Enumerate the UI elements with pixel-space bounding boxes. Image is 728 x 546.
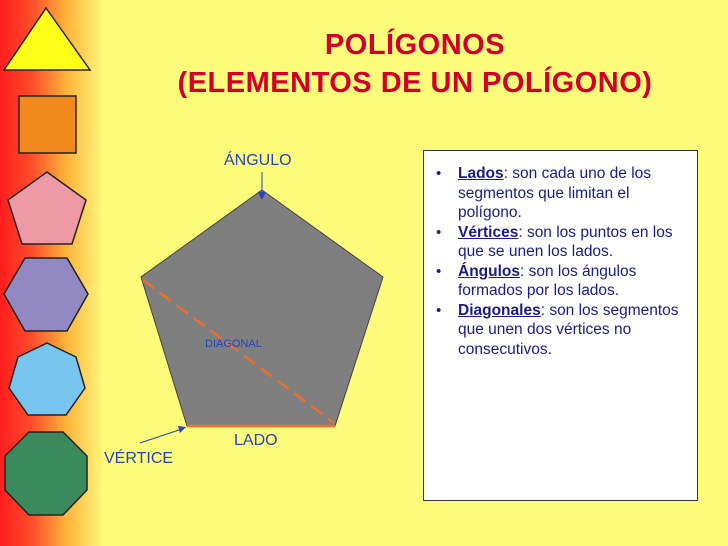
pentagon-figure <box>141 190 383 426</box>
definition-term: Ángulos <box>458 262 520 280</box>
definition-term: Lados <box>458 165 504 182</box>
angle-label: ÁNGULO <box>224 152 292 169</box>
definitions-list <box>436 164 689 359</box>
definition-term: Diagonales <box>458 301 541 319</box>
definition-item <box>436 223 689 262</box>
bullet-icon: • <box>436 223 442 241</box>
vertex-label: VÉRTICE <box>104 450 174 467</box>
bullet-icon: • <box>436 301 442 319</box>
definition-text: : son los segmentos que unen dos vértices no consecutivos. <box>458 301 679 358</box>
vertex-arrow-line <box>140 429 182 443</box>
definition-text: : son los puntos en los que se unen los lados. <box>458 223 673 260</box>
definition-text: : son los ángulos formados por los lados. <box>458 262 637 299</box>
vertex-arrowhead <box>178 426 186 433</box>
definition-item <box>436 262 689 301</box>
definition-item <box>436 301 689 360</box>
title-line-1: POLÍGONOS <box>324 29 506 61</box>
definitions-box <box>423 150 698 501</box>
bullet-icon: • <box>436 165 442 182</box>
title-line-2: (ELEMENTOS DE UN POLÍGONO) <box>177 67 653 99</box>
definition-text: : son cada uno de los segmentos que limitan el polígono. <box>458 165 652 221</box>
definition-item <box>436 164 689 223</box>
diagonal-label: DIAGONAL <box>205 338 262 350</box>
side-label: LADO <box>234 432 278 449</box>
bullet-icon: • <box>436 262 442 280</box>
definition-term: Vértices <box>458 223 519 241</box>
